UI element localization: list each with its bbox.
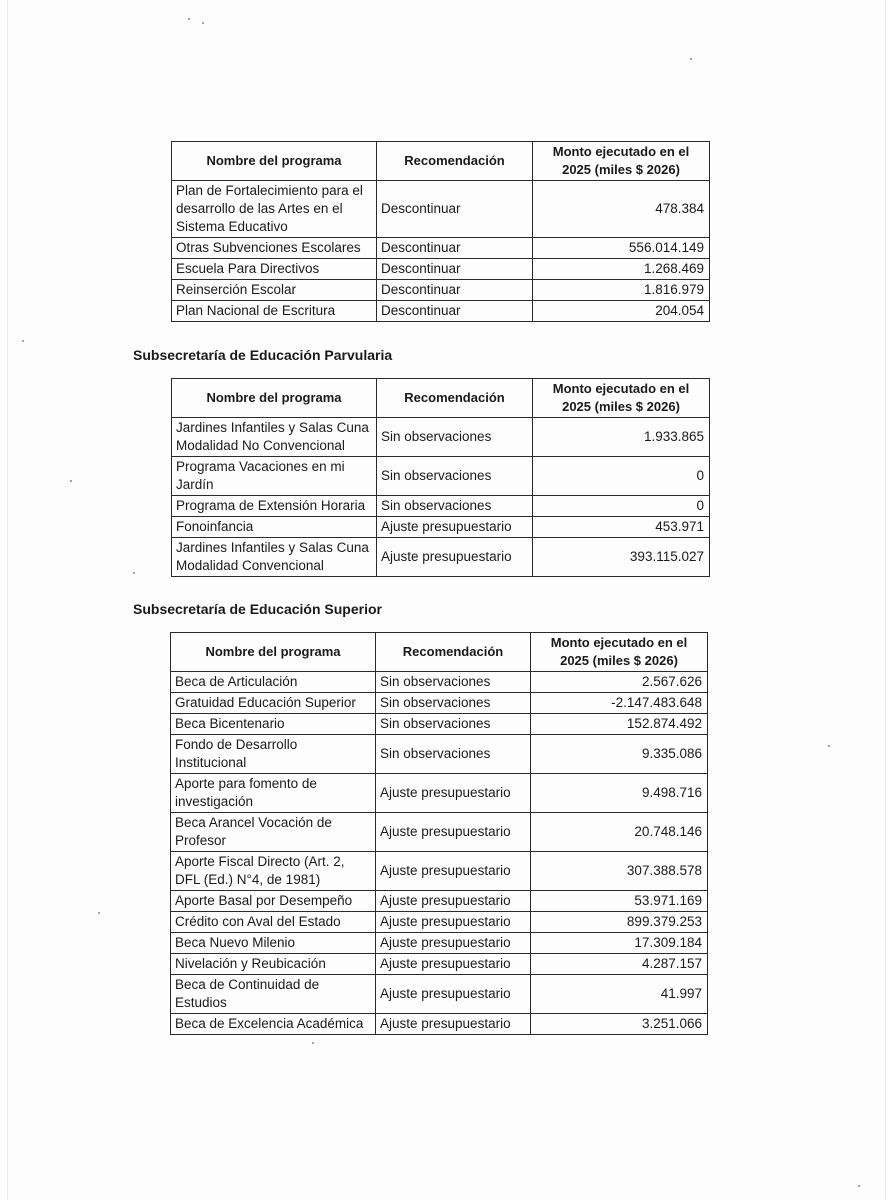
program-name: Nivelación y Reubicación (171, 954, 376, 975)
table-row (171, 975, 708, 1014)
header-recommendation: Recomendación (377, 142, 533, 181)
table-row (171, 774, 708, 813)
program-name: Jardines Infantiles y Salas Cuna Modalidad Convencional (172, 538, 377, 577)
scan-speck (690, 58, 692, 60)
table-row (172, 418, 710, 457)
program-name: Beca de Excelencia Académica (171, 1014, 376, 1035)
program-name: Plan Nacional de Escritura (172, 301, 377, 322)
recommendation: Sin observaciones (376, 714, 531, 735)
program-name: Aporte Fiscal Directo (Art. 2, DFL (Ed.) N°4, de 1981) (171, 852, 376, 891)
header-program-name: Nombre del programa (171, 633, 376, 672)
table-row (172, 238, 710, 259)
scan-speck (188, 18, 190, 20)
program-name: Programa de Extensión Horaria (172, 496, 377, 517)
scan-speck (202, 22, 204, 24)
program-name: Beca Bicentenario (171, 714, 376, 735)
header-amount: Monto ejecutado en el 2025 (miles $ 2026) (533, 379, 710, 418)
amount: 17.309.184 (531, 933, 708, 954)
table-row (171, 714, 708, 735)
recommendation: Sin observaciones (376, 693, 531, 714)
table-row (171, 1014, 708, 1035)
table-row (171, 912, 708, 933)
programs-table-parvularia (171, 378, 710, 577)
program-name: Gratuidad Educación Superior (171, 693, 376, 714)
header-amount: Monto ejecutado en el 2025 (miles $ 2026) (531, 633, 708, 672)
table-row (172, 496, 710, 517)
header-amount: Monto ejecutado en el 2025 (miles $ 2026) (533, 142, 710, 181)
table-row (171, 672, 708, 693)
recommendation: Descontinuar (377, 259, 533, 280)
amount: 393.115.027 (533, 538, 710, 577)
amount: 9.335.086 (531, 735, 708, 774)
program-name: Crédito con Aval del Estado (171, 912, 376, 933)
program-name: Reinserción Escolar (172, 280, 377, 301)
scan-speck (858, 1185, 860, 1187)
table-row (172, 538, 710, 577)
header-program-name: Nombre del programa (172, 379, 377, 418)
recommendation: Descontinuar (377, 280, 533, 301)
table-row (172, 301, 710, 322)
recommendation: Sin observaciones (376, 735, 531, 774)
scan-speck (98, 912, 100, 914)
amount: 1.268.469 (533, 259, 710, 280)
table-row (171, 954, 708, 975)
recommendation: Ajuste presupuestario (376, 933, 531, 954)
table-row (171, 852, 708, 891)
recommendation: Ajuste presupuestario (376, 912, 531, 933)
program-name: Programa Vacaciones en mi Jardín (172, 457, 377, 496)
amount: 478.384 (533, 181, 710, 238)
recommendation: Ajuste presupuestario (376, 891, 531, 912)
amount: 152.874.492 (531, 714, 708, 735)
table-row (171, 735, 708, 774)
table-header-row (171, 633, 708, 672)
program-name: Fondo de Desarrollo Institucional (171, 735, 376, 774)
recommendation: Sin observaciones (377, 457, 533, 496)
scan-speck (133, 572, 135, 574)
scan-speck (22, 340, 24, 342)
recommendation: Ajuste presupuestario (377, 538, 533, 577)
amount: 3.251.066 (531, 1014, 708, 1035)
amount: 0 (533, 457, 710, 496)
recommendation: Sin observaciones (376, 672, 531, 693)
table-header-row (172, 379, 710, 418)
table-header-row (172, 142, 710, 181)
recommendation: Ajuste presupuestario (376, 774, 531, 813)
recommendation: Ajuste presupuestario (376, 852, 531, 891)
table-row (172, 280, 710, 301)
recommendation: Ajuste presupuestario (377, 517, 533, 538)
table-row (172, 181, 710, 238)
section-title-superior: Subsecretaría de Educación Superior (133, 601, 382, 617)
amount: 453.971 (533, 517, 710, 538)
recommendation: Sin observaciones (377, 418, 533, 457)
program-name: Fonoinfancia (172, 517, 377, 538)
program-name: Aporte para fomento de investigación (171, 774, 376, 813)
amount: 1.933.865 (533, 418, 710, 457)
section-title-parvularia: Subsecretaría de Educación Parvularia (133, 347, 393, 363)
program-name: Escuela Para Directivos (172, 259, 377, 280)
amount: 20.748.146 (531, 813, 708, 852)
recommendation: Descontinuar (377, 181, 533, 238)
table-row (172, 457, 710, 496)
table-row (171, 933, 708, 954)
programs-table-superior (170, 632, 708, 1035)
header-recommendation: Recomendación (376, 633, 531, 672)
table-row (171, 813, 708, 852)
scan-speck (312, 1042, 314, 1044)
program-name: Beca de Articulación (171, 672, 376, 693)
scan-speck (70, 480, 72, 482)
amount: 41.997 (531, 975, 708, 1014)
amount: 53.971.169 (531, 891, 708, 912)
program-name: Jardines Infantiles y Salas Cuna Modalidad No Convencional (172, 418, 377, 457)
amount: 307.388.578 (531, 852, 708, 891)
recommendation: Sin observaciones (377, 496, 533, 517)
amount: 1.816.979 (533, 280, 710, 301)
programs-table-1 (171, 141, 710, 322)
amount: 204.054 (533, 301, 710, 322)
table-row (171, 891, 708, 912)
recommendation: Ajuste presupuestario (376, 954, 531, 975)
table-row (172, 259, 710, 280)
amount: 9.498.716 (531, 774, 708, 813)
amount: 2.567.626 (531, 672, 708, 693)
program-name: Otras Subvenciones Escolares (172, 238, 377, 259)
table-row (171, 693, 708, 714)
recommendation: Descontinuar (377, 238, 533, 259)
amount: 899.379.253 (531, 912, 708, 933)
program-name: Beca de Continuidad de Estudios (171, 975, 376, 1014)
amount: 556.014.149 (533, 238, 710, 259)
header-recommendation: Recomendación (377, 379, 533, 418)
program-name: Beca Arancel Vocación de Profesor (171, 813, 376, 852)
program-name: Beca Nuevo Milenio (171, 933, 376, 954)
recommendation: Ajuste presupuestario (376, 1014, 531, 1035)
amount: 0 (533, 496, 710, 517)
amount: -2.147.483.648 (531, 693, 708, 714)
amount: 4.287.157 (531, 954, 708, 975)
recommendation: Ajuste presupuestario (376, 975, 531, 1014)
header-program-name: Nombre del programa (172, 142, 377, 181)
table-row (172, 517, 710, 538)
program-name: Aporte Basal por Desempeño (171, 891, 376, 912)
program-name: Plan de Fortalecimiento para el desarrollo de las Artes en el Sistema Educativo (172, 181, 377, 238)
recommendation: Descontinuar (377, 301, 533, 322)
recommendation: Ajuste presupuestario (376, 813, 531, 852)
scan-speck (828, 745, 830, 747)
